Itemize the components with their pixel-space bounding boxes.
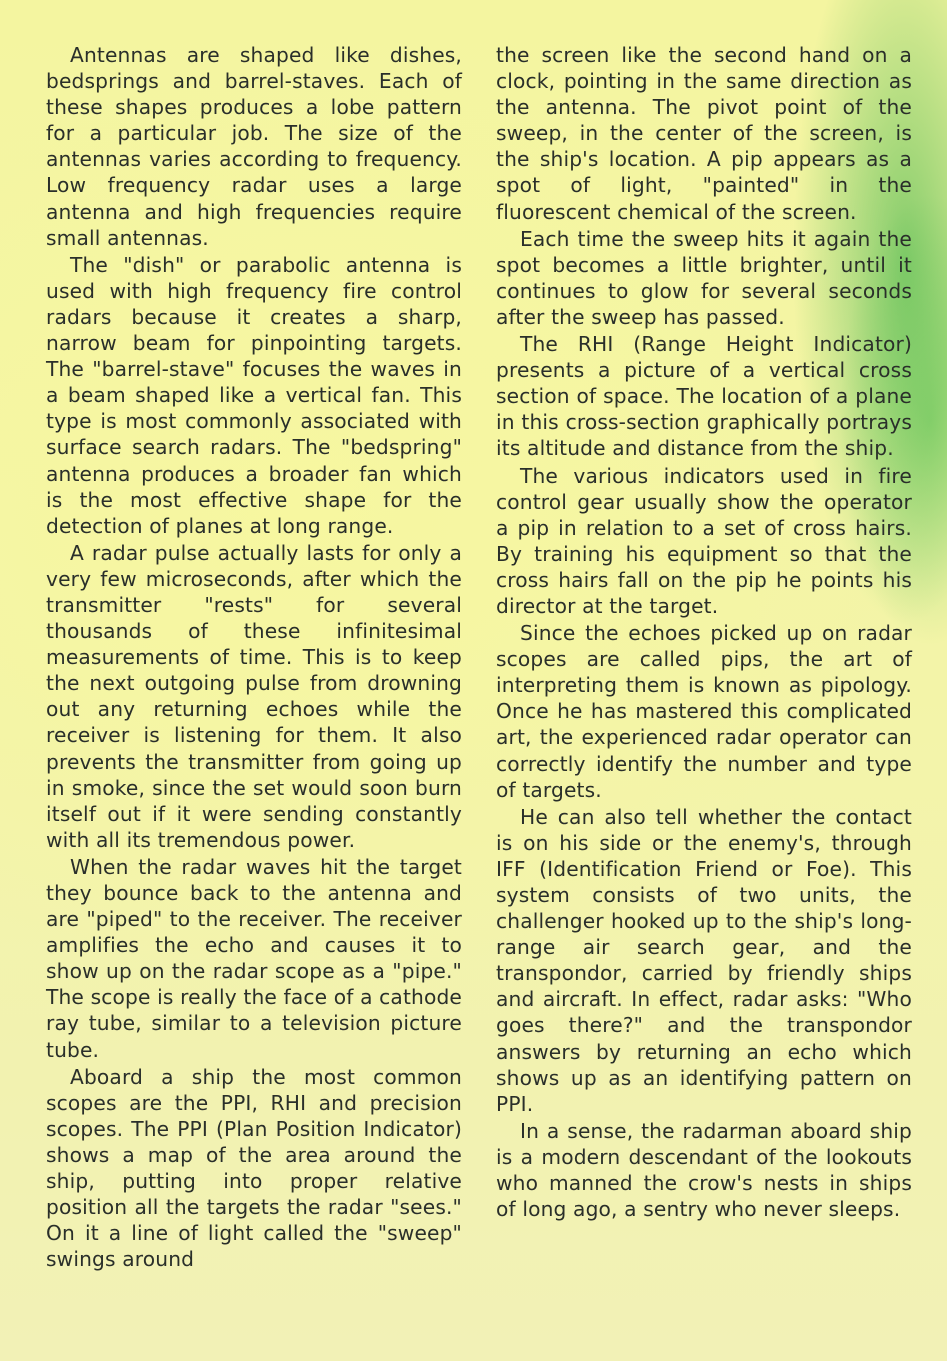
left-text-column	[46, 42, 462, 1272]
paragraph-dish-antenna: The "dish" or parabolic antenna is used with high frequency fire control radars because it creates a sharp, narrow beam for pinpointing targets. The "barrel-stave" focuses the waves in a beam shaped like a vertical fan. This type is most commonly associated with surface search radars. The "bedspring" antenna produces a broader fan which is the most effective shape for the detection of planes at long range.	[46, 252, 462, 538]
paragraph-radarman: In a sense, the radarman aboard ship is a modern descendant of the lookouts who manned the crow's nests in ships of long ago, a sentry who never sleeps.	[496, 1118, 912, 1222]
paragraph-radar-pulse: A radar pulse actually lasts for only a very few microseconds, after which the transmitter "rests" for several thousands of these infinitesimal measurements of time. This is to keep the next outgoing pulse from drowning out any returning echoes while the receiver is listening for them. It also prevents the transmitter from going up in smoke, since the set would soon burn itself out if it were sending constantly with all its tremendous power.	[46, 540, 462, 852]
paragraph-pipology: Since the echoes picked up on radar scopes are called pips, the art of interpreting them is known as pipology. Once he has mastered this complicated art, the experienced radar operator can correctly identify the number and type of targets.	[496, 621, 912, 802]
paragraph-indicators: The various indicators used in fire control gear usually show the operator a pip in relation to a set of cross hairs. By training his equipment so that the cross hairs fall on the pip he points his director at the target.	[496, 463, 912, 618]
paragraph-radar-waves: When the radar waves hit the target they bounce back to the antenna and are "piped" to the receiver. The receiver amplifies the echo and causes it to show up on the radar scope as a "pipe." The scope is really the face of a cathode ray tube, similar to a television picture tube.	[46, 854, 462, 1062]
paragraph-iff: He can also tell whether the contact is on his side or the enemy's, through IFF (Identification Friend or Foe). This system consists of two units, the challenger hooked up to the ship's long-range air search gear, and the transpondor, carried by friendly ships and aircraft. In effect, radar asks: "Who goes there?" and the transpondor answers by returning an echo which shows up as an identifying pattern on PPI.	[496, 804, 912, 1116]
paragraph-common-scopes: Aboard a ship the most common scopes are the PPI, RHI and precision scopes. The PPI (Plan Position Indicator) shows a map of the area around the ship, putting into proper relative position all the targets the radar "sees." On it a line of light called the "sweep" swings around	[46, 1064, 462, 1272]
paragraph-rhi: The RHI (Range Height Indicator) presents a picture of a vertical cross section of space. The location of a plane in this cross-section graphically portrays its altitude and distance from the ship.	[496, 332, 912, 461]
paragraph-antenna-shapes: Antennas are shaped like dishes, bedsprings and barrel-staves. Each of these shapes produces a lobe pattern for a particular job. The size of the antennas varies according to frequency. Low frequency radar uses a large antenna and high frequencies require small antennas.	[46, 43, 462, 250]
paragraph-sweep-continued: the screen like the second hand on a clock, pointing in the same direction as the antenna. The pivot point of the sweep, in the center of the screen, is the ship's location. A pip appears as a spot of light, "painted" in the fluorescent chemical of the screen.	[496, 43, 912, 224]
right-text-column	[496, 42, 912, 1222]
paragraph-spot-brightness: Each time the sweep hits it again the spot becomes a little brighter, until it continues to glow for several seconds after the sweep has passed.	[496, 226, 912, 329]
